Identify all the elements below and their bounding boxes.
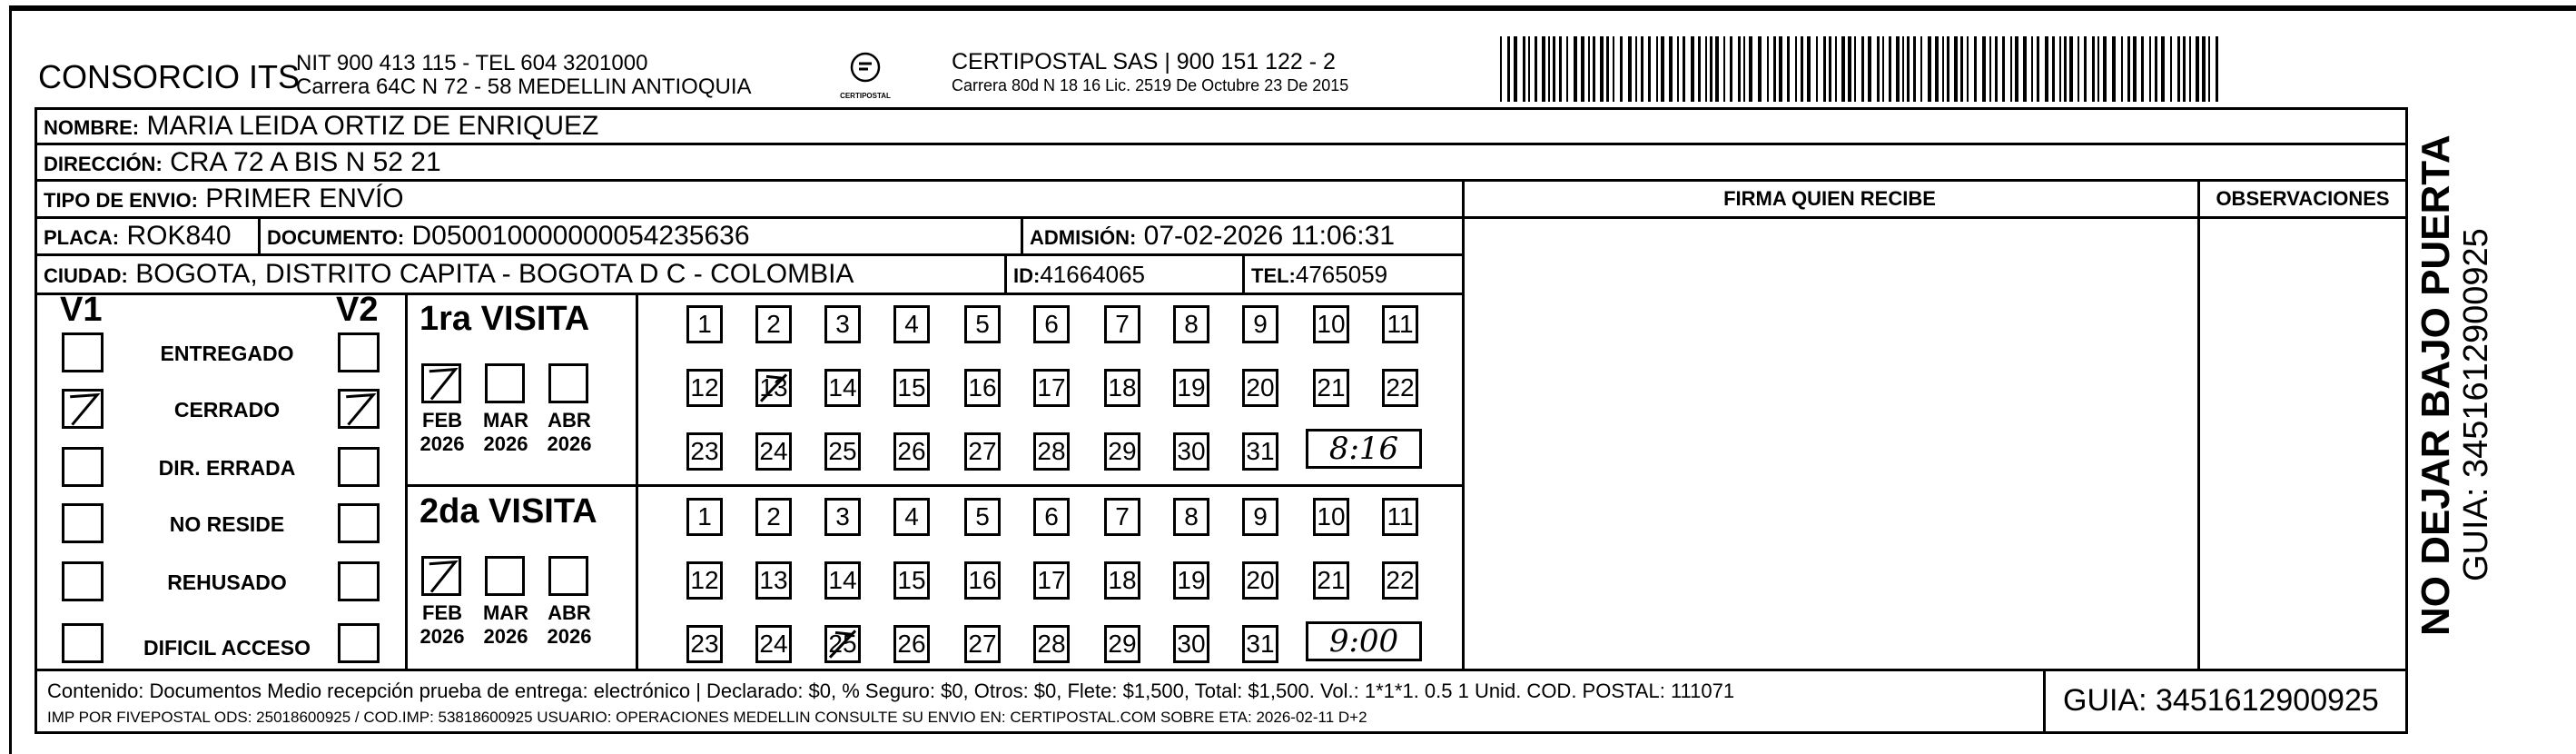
day-box[interactable]: 21 [1313, 561, 1349, 600]
tipo-value: PRIMER ENVÍO [205, 184, 404, 213]
barcode-bar [1743, 36, 1745, 102]
month-label [410, 601, 474, 649]
month-label [474, 409, 538, 456]
top-border [9, 5, 2576, 11]
tel-label: TEL: [1251, 264, 1296, 287]
status-option-label: CERRADO [173, 398, 281, 422]
row-line [405, 484, 1462, 487]
day-box[interactable]: 4 [893, 305, 930, 343]
barcode-bar [2183, 36, 2186, 102]
day-box[interactable]: 19 [1173, 369, 1209, 407]
barcode-bar [1574, 36, 1577, 102]
barcode-bar [2161, 36, 2165, 102]
day-box[interactable]: 18 [1104, 561, 1140, 600]
barcode-bar [1698, 36, 1701, 102]
barcode-bar [1749, 36, 1752, 102]
barcode-bar [2208, 36, 2210, 102]
certipostal-logo [834, 45, 897, 104]
v1-check-mark [62, 389, 104, 429]
day-box[interactable]: 26 [893, 625, 930, 663]
company-address: Carrera 64C N 72 - 58 MEDELLIN ANTIOQUIA [296, 74, 752, 99]
barcode-bar [1677, 36, 1679, 102]
month-label [538, 409, 601, 456]
day-box[interactable]: 16 [964, 561, 1001, 600]
firma-header: FIRMA QUIEN RECIBE [1723, 187, 1936, 210]
barcode-bar [1542, 36, 1545, 102]
day-box[interactable]: 30 [1173, 432, 1209, 471]
month-checkbox[interactable] [548, 556, 588, 596]
barcode-bar [1656, 36, 1658, 102]
ciudad-label: CIUDAD: [44, 264, 128, 287]
barcode-bar [2170, 36, 2172, 102]
day-box[interactable]: 2 [755, 498, 792, 536]
barcode-bar [1507, 36, 1510, 102]
barcode-bar [2064, 36, 2067, 102]
day-strike-mark [755, 369, 792, 407]
barcode-bar [2141, 36, 2144, 102]
day-box[interactable]: 28 [1033, 625, 1070, 663]
nombre-label: NOMBRE: [44, 116, 140, 139]
barcode-bar [1641, 36, 1643, 102]
day-box[interactable]: 21 [1313, 369, 1349, 407]
barcode-bar [2037, 36, 2039, 102]
barcode-bar [1528, 36, 1530, 102]
day-box[interactable]: 15 [893, 561, 930, 600]
col-line [636, 293, 638, 669]
day-box[interactable]: 4 [893, 498, 930, 536]
v1-checkbox[interactable] [62, 503, 104, 543]
barcode-bar [1705, 36, 1707, 102]
barcode-bar [1889, 36, 1891, 102]
barcode-bar [2002, 36, 2005, 102]
barcode [1500, 36, 2226, 102]
day-box[interactable]: 3 [824, 498, 861, 536]
barcode-bar [1896, 36, 1900, 102]
footer-print-info: IMP POR FIVEPOSTAL ODS: 25018600925 / COD.IMP: 53818600925 USUARIO: OPERACIONES MEDELLIN CONSULTE SU ENVIO EN: CERTIPOSTAL.COM SOBRE ETA: 2026-02-11 D+2 [47, 709, 1367, 726]
month-year: 2026 [419, 432, 465, 455]
placa-value: ROK840 [126, 221, 232, 251]
day-box[interactable]: 5 [964, 305, 1001, 343]
left-border [9, 5, 12, 754]
month-name: FEB [422, 409, 462, 432]
barcode-bar [2052, 36, 2055, 102]
barcode-bar [1559, 36, 1562, 102]
direccion-label: DIRECCIÓN: [44, 153, 163, 175]
status-option-label: ENTREGADO [160, 342, 294, 365]
observaciones-header: OBSERVACIONES [2216, 187, 2390, 210]
barcode-bar [2177, 36, 2180, 102]
nombre-value: MARIA LEIDA ORTIZ DE ENRIQUEZ [146, 111, 599, 141]
footer-contents: Contenido: Documentos Medio recepción prueba de entrega: electrónico | Declarado: $0, % Seguro: $0, Otros: $0, Flete: $1,500, Total: $1,500. Vol.: 1*1*1. 0.5 1 Unid. COD. POSTAL: 111071 [47, 680, 1735, 702]
day-box[interactable]: 11 [1382, 305, 1418, 343]
barcode-bar [2149, 36, 2151, 102]
barcode-bar [2202, 36, 2206, 102]
barcode-bar [2127, 36, 2130, 102]
barcode-bar [1861, 36, 1864, 102]
barcode-bar [1947, 36, 1949, 102]
barcode-bar [1553, 36, 1555, 102]
barcode-bar [2121, 36, 2123, 102]
day-strike-mark [824, 625, 861, 663]
day-box[interactable]: 29 [1104, 625, 1140, 663]
status-option-label: NO RESIDE [169, 512, 285, 536]
col-line [2043, 669, 2046, 734]
barcode-bar [1606, 36, 1609, 102]
barcode-bar [1514, 36, 1517, 102]
month-check-mark [421, 363, 461, 403]
barcode-bar [1581, 36, 1584, 102]
month-year: 2026 [419, 625, 465, 648]
barcode-bar [1816, 36, 1818, 102]
month-name: FEB [422, 601, 462, 624]
barcode-bar [1823, 36, 1826, 102]
barcode-bar [2069, 36, 2073, 102]
barcode-bar [1829, 36, 1831, 102]
day-box[interactable]: 25 [824, 432, 861, 471]
day-box[interactable]: 20 [1242, 369, 1278, 407]
barcode-bar [2155, 36, 2157, 102]
barcode-bar [2133, 36, 2137, 102]
barcode-bar [1989, 36, 1991, 102]
day-box[interactable]: 26 [893, 432, 930, 471]
day-box[interactable]: 18 [1104, 369, 1140, 407]
month-year: 2026 [547, 432, 592, 455]
day-box[interactable]: 8 [1173, 305, 1209, 343]
barcode-bar [1902, 36, 1904, 102]
status-option-label: REHUSADO [167, 570, 287, 594]
day-box[interactable]: 30 [1173, 625, 1209, 663]
tel-value: 4765059 [1295, 261, 1388, 288]
barcode-bar [1758, 36, 1762, 102]
id-value: 41664065 [1040, 261, 1146, 288]
month-checkbox[interactable] [548, 363, 588, 403]
placa-label: PLACA: [44, 226, 120, 249]
footer-guia: GUIA: 3451612900925 [2063, 683, 2379, 718]
barcode-bar [1801, 36, 1803, 102]
ciudad-value: BOGOTA, DISTRITO CAPITA - BOGOTA D C - COLOMBIA [135, 259, 854, 289]
admision-value: 07-02-2026 11:06:31 [1143, 221, 1396, 251]
col-line [1004, 253, 1007, 293]
barcode-bar [1974, 36, 1977, 102]
barcode-bar [1920, 36, 1922, 102]
day-box[interactable]: 15 [893, 369, 930, 407]
barcode-bar [1935, 36, 1939, 102]
side-guia: GUIA: 3451612900925 [2457, 228, 2495, 581]
barcode-bar [2031, 36, 2033, 102]
documento-value: D050010000000054235636 [411, 221, 750, 251]
barcode-bar [1648, 36, 1651, 102]
barcode-bar [1835, 36, 1837, 102]
day-box[interactable]: 13 [755, 369, 792, 407]
barcode-bar [1730, 36, 1732, 102]
company-nit: NIT 900 413 115 - TEL 604 3201000 [296, 51, 648, 75]
col-line [1462, 179, 1465, 669]
barcode-bar [1535, 36, 1537, 102]
day-box[interactable]: 13 [755, 561, 792, 600]
day-box[interactable]: 6 [1033, 305, 1070, 343]
col-line [1021, 216, 1023, 253]
day-box[interactable]: 19 [1173, 561, 1209, 600]
day-box[interactable]: 29 [1104, 432, 1140, 471]
barcode-bar [1566, 36, 1568, 102]
barcode-bar [2084, 36, 2087, 102]
logo-lettering: CERTIPOSTAL [840, 92, 891, 100]
day-box[interactable]: 2 [755, 305, 792, 343]
v2-label: V2 [336, 291, 379, 329]
month-year: 2026 [483, 432, 528, 455]
day-box[interactable]: 27 [964, 625, 1001, 663]
day-box[interactable]: 31 [1242, 625, 1278, 663]
month-year: 2026 [547, 625, 592, 648]
day-box[interactable]: 31 [1242, 432, 1278, 471]
row-line [1462, 216, 2408, 219]
barcode-bar [1548, 36, 1550, 102]
month-label [538, 601, 601, 649]
v1-checkbox[interactable] [62, 332, 104, 372]
admision-label: ADMISIÓN: [1030, 226, 1137, 249]
v1-label: V1 [60, 291, 103, 329]
day-box[interactable]: 25 [824, 625, 861, 663]
barcode-bar [2078, 36, 2079, 102]
barcode-bar [2059, 36, 2061, 102]
barcode-bar [1928, 36, 1931, 102]
barcode-bar [1882, 36, 1884, 102]
barcode-bar [1787, 36, 1790, 102]
id-label: ID: [1013, 264, 1041, 287]
month-name: ABR [548, 601, 591, 624]
barcode-bar [1613, 36, 1614, 102]
day-box[interactable]: 3 [824, 305, 861, 343]
visit2-title: 2da VISITA [419, 492, 597, 531]
barcode-bar [1942, 36, 1944, 102]
month-name: ABR [548, 409, 591, 432]
barcode-bar [1628, 36, 1632, 102]
no-dejar-warning: NO DEJAR BAJO PUERTA [2413, 134, 2458, 636]
barcode-bar [1807, 36, 1811, 102]
month-check-mark [421, 556, 461, 596]
courier-name: CERTIPOSTAL SAS | 900 151 122 - 2 [952, 49, 1336, 74]
barcode-bar [1960, 36, 1963, 102]
barcode-bar [1967, 36, 1969, 102]
barcode-bar [1795, 36, 1797, 102]
day-box[interactable]: 8 [1173, 498, 1209, 536]
month-name: MAR [482, 601, 529, 624]
day-box[interactable]: 27 [964, 432, 1001, 471]
day-box[interactable]: 23 [686, 432, 723, 471]
handwritten-time: 8:16 [1306, 429, 1422, 469]
courier-address: Carrera 80d N 18 16 Lic. 2519 De Octubre 23 De 2015 [952, 76, 1349, 94]
month-name: MAR [482, 409, 529, 432]
barcode-bar [1593, 36, 1595, 102]
day-box[interactable]: 12 [686, 369, 723, 407]
barcode-bar [1620, 36, 1623, 102]
barcode-bar [1982, 36, 1986, 102]
day-box[interactable]: 24 [755, 432, 792, 471]
day-box[interactable]: 11 [1382, 498, 1418, 536]
v1-checkbox[interactable] [62, 623, 104, 663]
company-name: CONSORCIO ITS [38, 58, 301, 95]
day-box[interactable]: 22 [1382, 561, 1418, 600]
barcode-bar [2112, 36, 2116, 102]
day-box[interactable]: 14 [824, 369, 861, 407]
day-box[interactable]: 12 [686, 561, 723, 600]
barcode-bar [1773, 36, 1776, 102]
barcode-bar [1600, 36, 1604, 102]
direccion-value: CRA 72 A BIS N 52 21 [170, 147, 441, 177]
barcode-bar [1877, 36, 1880, 102]
barcode-bar [2189, 36, 2191, 102]
barcode-bar [1907, 36, 1910, 102]
barcode-bar [2216, 36, 2218, 102]
month-checkbox[interactable] [485, 556, 525, 596]
barcode-bar [1854, 36, 1856, 102]
barcode-bar [1779, 36, 1782, 102]
barcode-bar [2092, 36, 2095, 102]
day-box[interactable]: 28 [1033, 432, 1070, 471]
month-label [410, 409, 474, 456]
day-box[interactable]: 22 [1382, 369, 1418, 407]
day-box[interactable]: 24 [755, 625, 792, 663]
barcode-bar [1523, 36, 1525, 102]
status-option-label: DIR. ERRADA [158, 456, 296, 480]
month-checkbox[interactable] [485, 363, 525, 403]
status-option-label: DIFICIL ACCESO [143, 636, 311, 660]
barcode-bar [2023, 36, 2027, 102]
day-box[interactable]: 17 [1033, 561, 1070, 600]
barcode-bar [1661, 36, 1664, 102]
barcode-bar [1691, 36, 1694, 102]
barcode-bar [1995, 36, 1998, 102]
month-label [474, 601, 538, 649]
barcode-bar [2010, 36, 2012, 102]
barcode-bar [1913, 36, 1916, 102]
barcode-bar [1635, 36, 1637, 102]
day-box[interactable]: 20 [1242, 561, 1278, 600]
barcode-bar [1588, 36, 1590, 102]
v1-checkbox[interactable] [62, 561, 104, 601]
day-box[interactable]: 9 [1242, 498, 1278, 536]
barcode-bar [1868, 36, 1871, 102]
day-box[interactable]: 10 [1313, 498, 1349, 536]
barcode-bar [1848, 36, 1851, 102]
day-box[interactable]: 16 [964, 369, 1001, 407]
barcode-bar [2103, 36, 2107, 102]
day-box[interactable]: 17 [1033, 369, 1070, 407]
day-box[interactable]: 1 [686, 305, 723, 343]
tipo-label: TIPO DE ENVIO: [44, 189, 198, 212]
day-box[interactable]: 7 [1104, 498, 1140, 536]
day-box[interactable]: 14 [824, 561, 861, 600]
barcode-bar [2196, 36, 2199, 102]
barcode-bar [2015, 36, 2018, 102]
day-box[interactable]: 1 [686, 498, 723, 536]
barcode-bar [1669, 36, 1673, 102]
barcode-bar [1710, 36, 1712, 102]
col-line [1242, 253, 1245, 293]
barcode-bar [1715, 36, 1719, 102]
col-line [258, 216, 261, 253]
day-box[interactable]: 23 [686, 625, 723, 663]
day-box[interactable]: 10 [1313, 305, 1349, 343]
barcode-bar [1738, 36, 1741, 102]
handwritten-time: 9:00 [1306, 621, 1422, 661]
barcode-bar [2045, 36, 2048, 102]
day-box[interactable]: 6 [1033, 498, 1070, 536]
v2-check-mark [338, 389, 380, 429]
col-line [405, 293, 408, 669]
barcode-bar [1841, 36, 1845, 102]
barcode-bar [2097, 36, 2099, 102]
documento-label: DOCUMENTO: [267, 226, 405, 249]
barcode-bar [1954, 36, 1958, 102]
row-line [35, 669, 2408, 671]
day-box[interactable]: 9 [1242, 305, 1278, 343]
barcode-bar [1767, 36, 1769, 102]
month-year: 2026 [483, 625, 528, 648]
v1-checkbox[interactable] [62, 447, 104, 487]
day-box[interactable]: 5 [964, 498, 1001, 536]
barcode-bar [1683, 36, 1685, 102]
col-line [2197, 179, 2200, 669]
barcode-bar [1500, 36, 1502, 102]
day-box[interactable]: 7 [1104, 305, 1140, 343]
visit1-title: 1ra VISITA [419, 300, 590, 338]
barcode-bar [1723, 36, 1725, 102]
